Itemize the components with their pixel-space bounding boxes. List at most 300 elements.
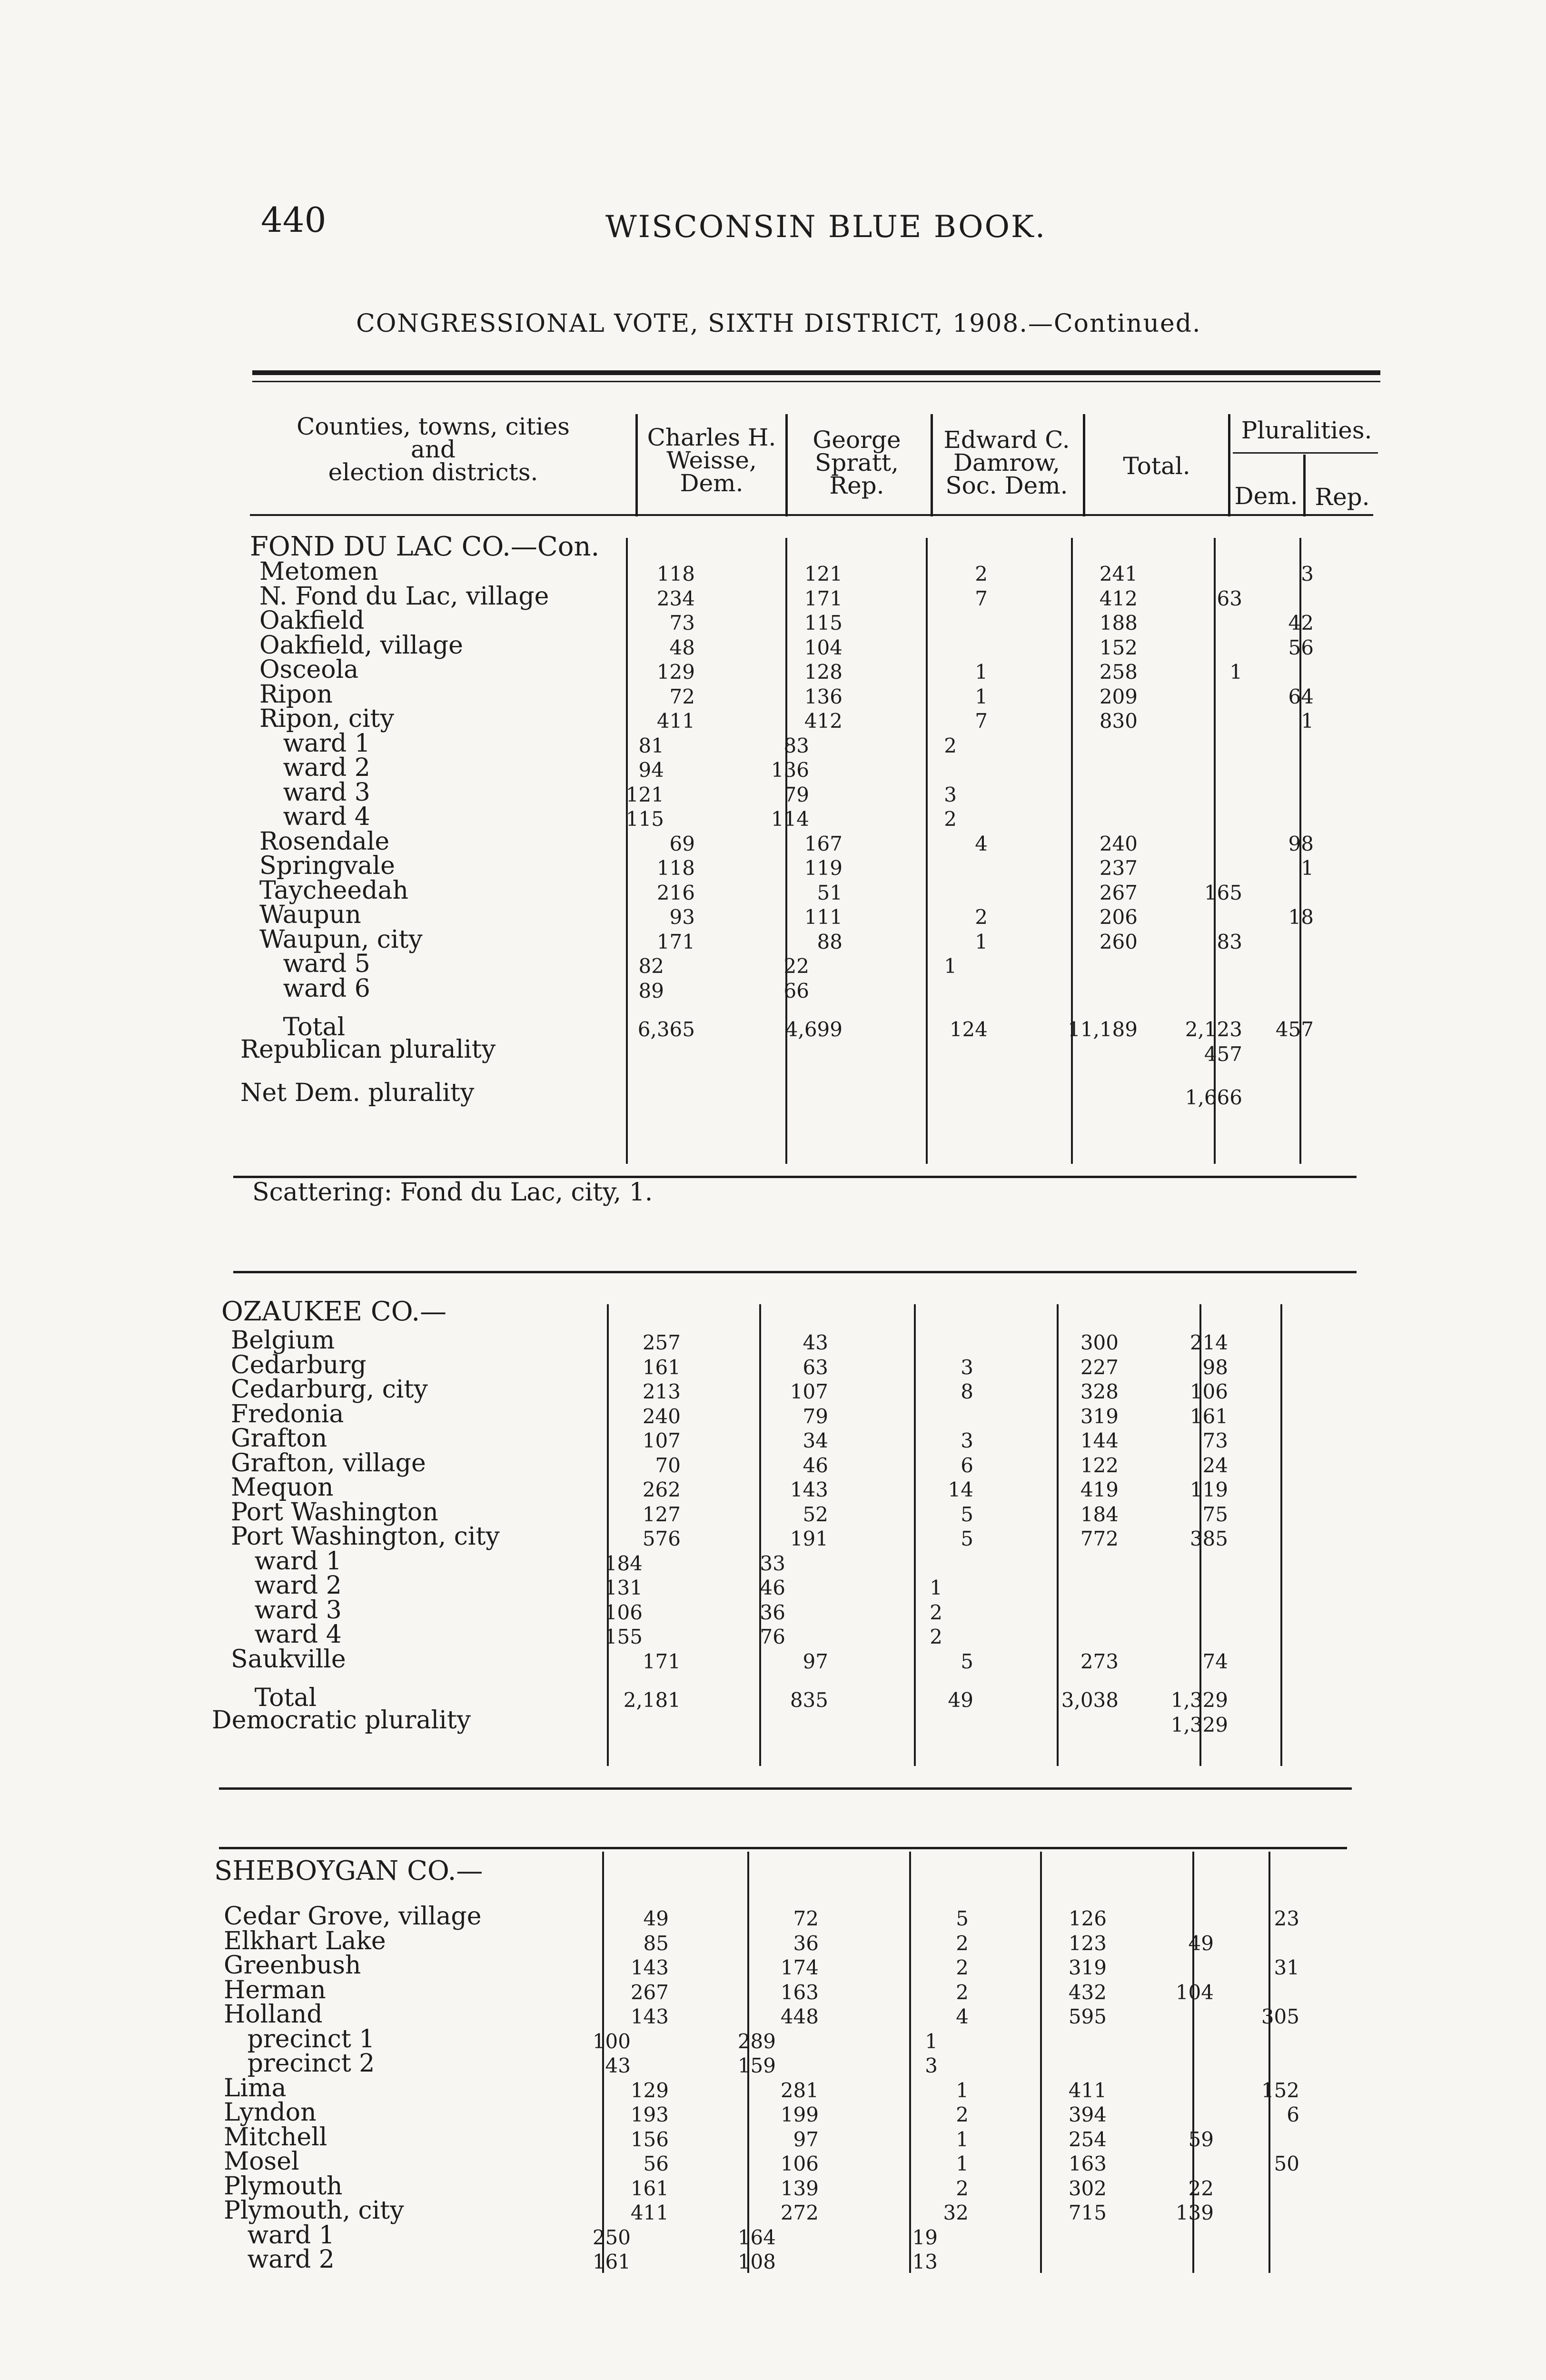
vote-value-pd: 22 (1188, 2176, 1214, 2200)
vote-value-tot: 241 (1099, 562, 1138, 585)
vote-value-da: 2 (956, 1931, 969, 1955)
vote-value-wsub: 100 (592, 2029, 631, 2053)
plurality-row-label: Republican plurality (240, 1035, 496, 1064)
vote-value-sp: 111 (804, 905, 842, 929)
row-label: Springvale (259, 852, 395, 880)
row-label: ward 1 (259, 729, 370, 758)
vote-value-tot: 163 (1068, 2152, 1107, 2175)
row-label: Elkhart Lake (224, 1926, 386, 1955)
vote-value-sp: 104 (804, 635, 842, 659)
vote-value-ssub: 83 (783, 734, 809, 757)
vote-value-wd: 240 (642, 1404, 681, 1428)
damrow-heading-line-2: Damrow, (953, 449, 1060, 476)
spratt-heading-line-3: Rep. (829, 472, 884, 499)
vote-value-sp: 272 (780, 2201, 819, 2224)
top-rule (252, 370, 1380, 375)
vote-value-dsub: 13 (912, 2250, 938, 2273)
total-value-da: 124 (949, 1018, 988, 1041)
top-rule-thin (252, 381, 1380, 382)
plurality-value: 1,666 (1185, 1086, 1242, 1109)
header-divider-2 (785, 414, 788, 516)
vote-value-wd: 118 (656, 856, 695, 880)
total-value-pr: 457 (1275, 1018, 1314, 1041)
vote-value-tot: 273 (1080, 1649, 1119, 1673)
vote-value-sp: 43 (803, 1331, 828, 1354)
row-label: ward 2 (259, 754, 370, 782)
vote-value-tot: 412 (1099, 586, 1138, 610)
plurality-row-label: Net Dem. plurality (240, 1079, 475, 1107)
vote-value-tot: 206 (1099, 905, 1138, 929)
row-label: Osceola (259, 655, 359, 684)
vote-value-ssub: 164 (737, 2225, 776, 2249)
vote-value-ssub: 76 (760, 1625, 785, 1648)
county-heading: OZAUKEE CO.— (221, 1296, 447, 1327)
header-divider-5 (1228, 414, 1230, 516)
row-label: Port Washington (231, 1497, 438, 1527)
vote-value-da: 1 (956, 2152, 969, 2175)
label-heading-line-2: and (410, 436, 456, 463)
row-label: Grafton (231, 1424, 327, 1453)
vote-value-sp: 79 (803, 1404, 828, 1428)
row-label: Saukville (231, 1645, 346, 1674)
vote-value-tot: 123 (1068, 1931, 1107, 1955)
header-divider-1 (635, 414, 638, 516)
vote-value-pd: 74 (1202, 1649, 1228, 1673)
vote-value-wd: 143 (630, 2005, 669, 2028)
row-label: ward 4 (231, 1620, 342, 1649)
vote-value-sp: 51 (817, 881, 842, 904)
vote-value-tot: 254 (1068, 2127, 1107, 2151)
vote-value-wd: 143 (630, 1956, 669, 1979)
vote-value-ssub: 46 (760, 1576, 785, 1599)
vote-value-tot: 267 (1099, 881, 1138, 904)
row-label: Plymouth, city (224, 2196, 404, 2225)
vote-value-tot: 209 (1099, 684, 1138, 708)
vote-value-wsub: 155 (604, 1625, 643, 1648)
row-label: Lyndon (224, 2098, 317, 2127)
weisse-heading-line-2: Weisse, (666, 446, 757, 474)
column-divider (1214, 538, 1216, 1164)
header-divider-4 (1083, 414, 1085, 516)
vote-value-pr: 42 (1288, 611, 1314, 635)
vote-value-tot: 258 (1099, 660, 1138, 684)
vote-value-da: 4 (956, 2005, 969, 2028)
vote-value-wd: 129 (656, 660, 695, 684)
row-label: Plymouth (224, 2172, 343, 2201)
vote-value-wd: 73 (669, 611, 695, 635)
vote-value-dsub: 3 (944, 783, 957, 806)
vote-value-da: 5 (961, 1527, 973, 1550)
vote-value-pd: 49 (1188, 1931, 1214, 1955)
vote-value-wd: 72 (669, 684, 695, 708)
row-label: Rosendale (259, 827, 390, 856)
damrow-column-heading (933, 428, 1080, 497)
header-divider-3 (931, 414, 933, 516)
vote-value-sp: 143 (790, 1478, 828, 1501)
vote-value-wd: 216 (656, 881, 695, 904)
vote-value-pr: 18 (1288, 905, 1314, 929)
vote-value-sp: 88 (817, 930, 842, 953)
total-value-sp: 835 (790, 1688, 828, 1712)
vote-value-da: 3 (961, 1355, 973, 1379)
plurality-row-label: Democratic plurality (212, 1706, 471, 1735)
vote-value-tot: 595 (1068, 2005, 1107, 2028)
pluralities-heading: Pluralities. (1241, 416, 1372, 444)
vote-value-sp: 63 (803, 1355, 828, 1379)
rep-plurality-heading: Rep. (1315, 483, 1370, 511)
vote-value-tot: 830 (1099, 709, 1138, 733)
total-value-sp: 4,699 (785, 1018, 842, 1041)
vote-value-tot: 152 (1099, 635, 1138, 659)
vote-value-pd: 75 (1202, 1502, 1228, 1526)
vote-value-pr: 56 (1288, 635, 1314, 659)
vote-value-wd: 161 (630, 2176, 669, 2200)
vote-value-tot: 411 (1068, 2078, 1107, 2102)
vote-value-da: 5 (961, 1649, 973, 1673)
vote-value-tot: 188 (1099, 611, 1138, 635)
row-label: ward 6 (259, 974, 370, 1003)
vote-value-dsub: 1 (930, 1576, 942, 1599)
vote-value-pr: 1 (1301, 856, 1314, 880)
row-label: Cedar Grove, village (224, 1902, 482, 1931)
vote-value-da: 1 (956, 2078, 969, 2102)
vote-value-wsub: 82 (638, 954, 664, 978)
row-label: Waupun, city (259, 925, 423, 954)
vote-value-ssub: 66 (783, 979, 809, 1002)
vote-value-pd: 59 (1188, 2127, 1214, 2151)
row-label: ward 1 (231, 1547, 342, 1576)
row-label: Lima (224, 2073, 287, 2102)
total-value-pd: 1,329 (1170, 1688, 1228, 1712)
section-2-bottom-rule (219, 1787, 1352, 1790)
vote-value-sp: 52 (803, 1502, 828, 1526)
vote-value-wd: 127 (642, 1502, 681, 1526)
row-label: precinct 1 (224, 2024, 375, 2053)
vote-value-sp: 34 (803, 1429, 828, 1452)
vote-value-sp: 199 (780, 2103, 819, 2126)
vote-value-dsub: 2 (944, 807, 957, 831)
vote-value-tot: 126 (1068, 1907, 1107, 1930)
pluralities-rule (1233, 452, 1378, 454)
vote-value-da: 2 (975, 562, 988, 585)
vote-value-wsub: 161 (592, 2250, 631, 2273)
vote-value-wd: 411 (656, 709, 695, 733)
row-label: Fredonia (231, 1399, 344, 1428)
vote-value-da: 4 (975, 832, 988, 855)
row-label: ward 3 (259, 778, 370, 807)
vote-value-da: 5 (956, 1907, 969, 1930)
vote-value-wd: 171 (642, 1649, 681, 1673)
vote-value-da: 2 (956, 1956, 969, 1979)
vote-value-wsub: 115 (625, 807, 664, 831)
row-label: Port Washington, city (231, 1522, 500, 1551)
dem-plurality-heading: Dem. (1234, 482, 1298, 510)
row-label: Ripon (259, 680, 333, 709)
column-divider (1280, 1304, 1282, 1766)
vote-value-tot: 319 (1080, 1404, 1119, 1428)
vote-value-sp: 119 (804, 856, 842, 880)
vote-value-tot: 319 (1068, 1956, 1107, 1979)
weisse-heading-line-1: Charles H. (647, 424, 776, 451)
vote-value-tot: 300 (1080, 1331, 1119, 1354)
vote-value-da: 2 (956, 2176, 969, 2200)
total-value-wd: 6,365 (637, 1018, 695, 1041)
vote-value-pd: 214 (1189, 1331, 1228, 1354)
weisse-heading-line-3: Dem. (680, 469, 743, 497)
vote-value-pr: 23 (1274, 1907, 1299, 1930)
vote-value-tot: 240 (1099, 832, 1138, 855)
vote-value-pd: 161 (1189, 1404, 1228, 1428)
row-label: Mequon (231, 1473, 334, 1502)
vote-value-wd: 56 (643, 2152, 669, 2175)
vote-value-ssub: 108 (737, 2250, 776, 2273)
vote-value-ssub: 136 (771, 758, 809, 782)
row-label: ward 1 (224, 2221, 335, 2250)
vote-value-wsub: 250 (592, 2225, 631, 2249)
row-label: Metomen (259, 557, 378, 586)
label-heading-line-1: Counties, towns, cities (297, 413, 570, 440)
vote-value-wd: 171 (656, 930, 695, 953)
total-value-pd: 2,123 (1185, 1018, 1242, 1041)
vote-value-tot: 144 (1080, 1429, 1119, 1452)
vote-value-wsub: 81 (638, 734, 664, 757)
total-row-label: Total (259, 1013, 346, 1041)
vote-value-wd: 411 (630, 2201, 669, 2224)
row-label: Greenbush (224, 1951, 361, 1980)
row-label: precinct 2 (224, 2049, 375, 2078)
vote-value-tot: 260 (1099, 930, 1138, 953)
vote-value-tot: 184 (1080, 1502, 1119, 1526)
row-label: Cedarburg, city (231, 1375, 428, 1404)
row-label: ward 3 (231, 1596, 342, 1625)
weisse-column-heading (640, 426, 783, 495)
vote-value-da: 3 (961, 1429, 973, 1452)
page-number: 440 (261, 200, 327, 240)
plurality-value: 457 (1204, 1042, 1242, 1066)
vote-value-tot: 715 (1068, 2201, 1107, 2224)
vote-value-da: 7 (975, 586, 988, 610)
vote-value-sp: 136 (804, 684, 842, 708)
vote-value-wd: 161 (642, 1355, 681, 1379)
label-heading-line-3: election districts. (328, 458, 538, 486)
vote-value-wd: 93 (669, 905, 695, 929)
vote-value-da: 32 (943, 2201, 969, 2224)
vote-value-ssub: 36 (760, 1600, 785, 1624)
vote-value-sp: 107 (790, 1380, 828, 1403)
vote-value-wsub: 184 (604, 1551, 643, 1575)
vote-value-pd: 385 (1189, 1527, 1228, 1550)
vote-value-wd: 213 (642, 1380, 681, 1403)
vote-value-wd: 85 (643, 1931, 669, 1955)
vote-value-pd: 1 (1229, 660, 1242, 684)
vote-value-dsub: 2 (930, 1600, 942, 1624)
vote-value-sp: 36 (793, 1931, 819, 1955)
running-title: WISCONSIN BLUE BOOK. (605, 209, 1047, 245)
vote-value-pd: 63 (1217, 586, 1242, 610)
total-value-tot: 11,189 (1068, 1018, 1138, 1041)
vote-value-ssub: 79 (783, 783, 809, 806)
total-value-wd: 2,181 (623, 1688, 681, 1712)
vote-value-pd: 98 (1202, 1355, 1228, 1379)
row-label: Holland (224, 2000, 323, 2029)
row-label: Oakfield, village (259, 631, 463, 660)
vote-value-tot: 328 (1080, 1380, 1119, 1403)
vote-value-dsub: 2 (930, 1625, 942, 1648)
vote-value-pd: 106 (1189, 1380, 1228, 1403)
vote-value-da: 7 (975, 709, 988, 733)
vote-value-da: 14 (948, 1478, 973, 1501)
vote-value-pd: 73 (1202, 1429, 1228, 1452)
vote-value-wd: 48 (669, 635, 695, 659)
row-label: Waupun (259, 901, 361, 929)
row-label: Grafton, village (231, 1448, 426, 1478)
vote-value-sp: 167 (804, 832, 842, 855)
county-heading: FOND DU LAC CO.—Con. (250, 531, 600, 562)
plurality-value: 1,329 (1170, 1713, 1228, 1736)
vote-value-ssub: 289 (737, 2029, 776, 2053)
vote-value-tot: 394 (1068, 2103, 1107, 2126)
vote-value-pd: 165 (1204, 881, 1242, 904)
vote-value-ssub: 22 (783, 954, 809, 978)
row-label: Ripon, city (259, 704, 394, 733)
vote-value-pd: 24 (1202, 1453, 1228, 1477)
vote-value-wd: 107 (642, 1429, 681, 1452)
vote-value-wd: 118 (656, 562, 695, 585)
vote-value-sp: 412 (804, 709, 842, 733)
vote-value-pr: 64 (1288, 684, 1314, 708)
row-label: ward 2 (224, 2245, 335, 2274)
vote-value-tot: 302 (1068, 2176, 1107, 2200)
vote-value-tot: 227 (1080, 1355, 1119, 1379)
vote-value-wsub: 43 (605, 2054, 631, 2077)
vote-value-tot: 432 (1068, 1980, 1107, 2004)
vote-value-pr: 152 (1261, 2078, 1299, 2102)
vote-value-wsub: 94 (638, 758, 664, 782)
vote-value-tot: 237 (1099, 856, 1138, 880)
vote-value-wd: 576 (642, 1527, 681, 1550)
vote-value-dsub: 1 (944, 954, 957, 978)
header-divider-6 (1303, 455, 1306, 516)
total-column-heading: Total. (1123, 452, 1190, 480)
vote-value-sp: 106 (780, 2152, 819, 2175)
vote-value-dsub: 1 (925, 2029, 938, 2053)
total-row-label: Total (231, 1684, 317, 1712)
row-label: ward 2 (231, 1571, 342, 1600)
vote-value-da: 1 (975, 660, 988, 684)
county-heading: SHEBOYGAN CO.— (214, 1855, 483, 1886)
vote-value-pd: 119 (1189, 1478, 1228, 1501)
row-label: Mosel (224, 2147, 299, 2176)
vote-value-ssub: 159 (737, 2054, 776, 2077)
vote-value-wd: 49 (643, 1907, 669, 1930)
vote-value-wd: 156 (630, 2127, 669, 2151)
vote-value-pr: 31 (1274, 1956, 1299, 1979)
spratt-heading-line-1: George (813, 426, 901, 454)
row-label: ward 4 (259, 803, 370, 831)
row-label: ward 5 (259, 950, 370, 978)
vote-value-pd: 104 (1175, 1980, 1214, 2004)
vote-value-dsub: 19 (912, 2225, 938, 2249)
header-bottom-rule (250, 514, 1373, 516)
vote-value-sp: 46 (803, 1453, 828, 1477)
vote-value-wd: 267 (630, 1980, 669, 2004)
row-label: Herman (224, 1975, 326, 2004)
total-value-da: 49 (948, 1688, 973, 1712)
vote-value-da: 1 (975, 930, 988, 953)
vote-value-sp: 97 (793, 2127, 819, 2151)
vote-value-pr: 50 (1274, 2152, 1299, 2175)
vote-value-dsub: 2 (944, 734, 957, 757)
vote-value-sp: 115 (804, 611, 842, 635)
vote-value-wsub: 131 (604, 1576, 643, 1599)
vote-value-wd: 262 (642, 1478, 681, 1501)
vote-value-da: 2 (975, 905, 988, 929)
vote-value-wd: 257 (642, 1331, 681, 1354)
vote-value-wd: 193 (630, 2103, 669, 2126)
damrow-heading-line-1: Edward C. (943, 426, 1070, 454)
vote-value-dsub: 3 (925, 2054, 938, 2077)
total-value-tot: 3,038 (1061, 1688, 1119, 1712)
vote-value-tot: 122 (1080, 1453, 1119, 1477)
vote-value-sp: 174 (780, 1956, 819, 1979)
vote-value-wd: 69 (669, 832, 695, 855)
vote-value-sp: 139 (780, 2176, 819, 2200)
vote-value-wsub: 89 (638, 979, 664, 1002)
spratt-column-heading (790, 428, 923, 497)
vote-value-pd: 83 (1217, 930, 1242, 953)
spratt-heading-line-2: Spratt, (814, 449, 899, 476)
vote-value-sp: 281 (780, 2078, 819, 2102)
vote-value-tot: 772 (1080, 1527, 1119, 1550)
vote-value-pr: 98 (1288, 832, 1314, 855)
row-label: N. Fond du Lac, village (259, 582, 549, 611)
vote-value-sp: 448 (780, 2005, 819, 2028)
section-3-top-rule (219, 1847, 1347, 1849)
section-2-top-rule (233, 1271, 1357, 1273)
vote-value-da: 8 (961, 1380, 973, 1403)
vote-value-wsub: 106 (604, 1600, 643, 1624)
row-label: Mitchell (224, 2122, 327, 2152)
row-label: Taycheedah (259, 876, 408, 905)
vote-value-ssub: 33 (760, 1551, 785, 1575)
vote-value-pr: 6 (1287, 2103, 1299, 2126)
vote-value-pr: 305 (1261, 2005, 1299, 2028)
vote-value-tot: 419 (1080, 1478, 1119, 1501)
scattering-note: Scattering: Fond du Lac, city, 1. (252, 1178, 653, 1207)
vote-value-da: 2 (956, 2103, 969, 2126)
vote-value-pd: 139 (1175, 2201, 1214, 2224)
vote-value-sp: 171 (804, 586, 842, 610)
vote-value-wd: 70 (655, 1453, 681, 1477)
row-label: Oakfield (259, 606, 365, 635)
label-column-heading (267, 415, 600, 484)
vote-value-wd: 129 (630, 2078, 669, 2102)
vote-value-da: 1 (956, 2127, 969, 2151)
vote-value-wd: 234 (656, 586, 695, 610)
vote-value-sp: 128 (804, 660, 842, 684)
row-label: Belgium (231, 1326, 335, 1355)
vote-value-sp: 163 (780, 1980, 819, 2004)
vote-value-wsub: 121 (625, 783, 664, 806)
vote-value-pr: 1 (1301, 709, 1314, 733)
vote-value-pr: 3 (1301, 562, 1314, 585)
vote-value-da: 6 (961, 1453, 973, 1477)
vote-value-sp: 191 (790, 1527, 828, 1550)
vote-value-da: 2 (956, 1980, 969, 2004)
vote-value-sp: 72 (793, 1907, 819, 1930)
vote-value-sp: 97 (803, 1649, 828, 1673)
vote-value-da: 1 (975, 684, 988, 708)
